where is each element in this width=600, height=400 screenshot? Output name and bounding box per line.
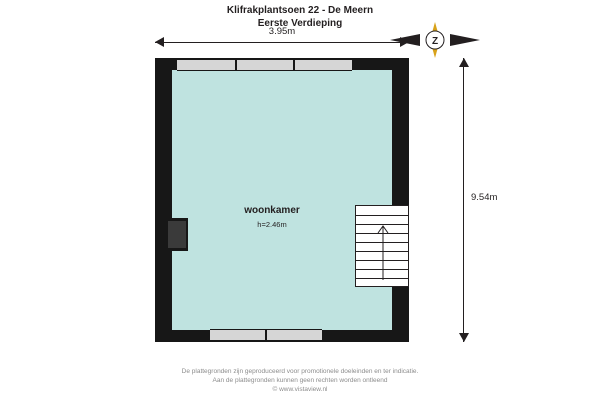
footer-line-3: © www.vistaview.nl (272, 386, 328, 393)
floor-plan (155, 58, 409, 342)
footer-line-1: De plattegronden zijn geproduceerd voor promotionele doeleinden en ter indicatie. (181, 368, 419, 375)
svg-text:Z: Z (431, 36, 439, 47)
staircase (355, 205, 409, 287)
arrow-down-icon (459, 333, 469, 342)
arrow-left-icon (155, 37, 164, 47)
stair-direction-arrow-icon (356, 206, 410, 288)
dimension-height (455, 58, 498, 342)
room-label: woonkamer (244, 205, 300, 216)
footer-line-2: Aan de plattegronden kunnen geen rechten worden ontleend (212, 377, 388, 384)
chimney-recess-inner (168, 221, 186, 248)
arrow-right-icon (400, 37, 409, 47)
chimney-recess (166, 218, 188, 251)
title-floor: Eerste Verdieping (257, 18, 343, 29)
window-top (177, 59, 352, 71)
dimension-height-label: 9.54m (471, 192, 498, 203)
room-woonkamer (172, 70, 392, 330)
dimension-height-line (463, 58, 464, 342)
dimension-width (155, 26, 409, 48)
dimension-width-label: 3.95m (268, 26, 296, 37)
arrow-up-icon (459, 58, 469, 67)
title-address: Klifrakplantsoen 22 - De Meern (226, 5, 374, 16)
room-height-label: h=2.46m (257, 220, 287, 229)
window-bottom (210, 329, 322, 341)
footer-disclaimer (0, 367, 600, 394)
dimension-width-line (155, 42, 409, 43)
